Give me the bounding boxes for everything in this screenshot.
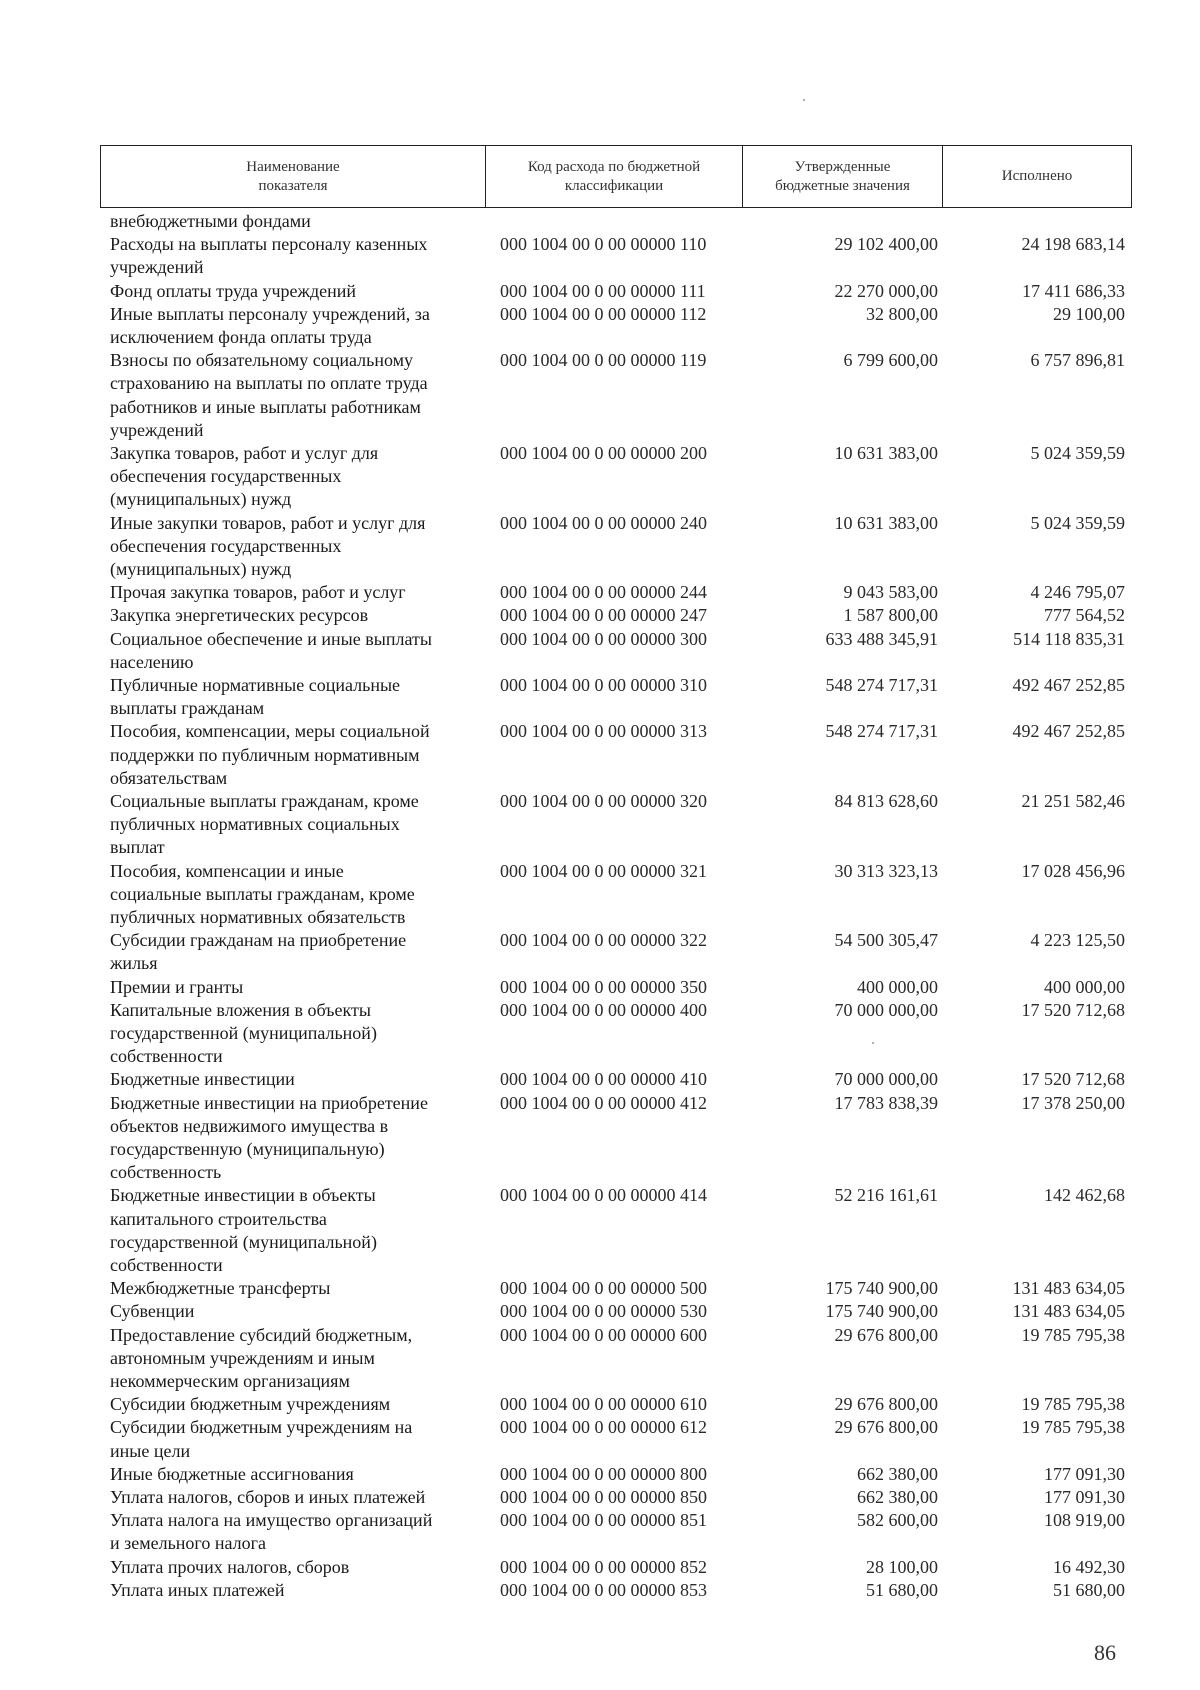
row-executed-value: 177 091,30 [1044, 1463, 1125, 1484]
row-expense-code: 000 1004 00 0 00 00000 414 [500, 1185, 707, 1206]
table-row [0, 1092, 1200, 1185]
table-row [0, 280, 1200, 303]
row-indicator-name: Бюджетные инвестиции на приобретение объектов недвижимого имущества в государственную (муниципальную) собственность [110, 1092, 428, 1183]
row-expense-code: 000 1004 00 0 00 00000 320 [500, 791, 707, 811]
row-approved-value: 22 270 000,00 [834, 280, 938, 301]
row-approved-value: 633 488 345,91 [825, 628, 938, 649]
row-expense-code: 000 1004 00 0 00 00000 244 [500, 582, 707, 603]
row-expense-code: 000 1004 00 0 00 00000 111 [500, 280, 706, 301]
header-expense-code [486, 146, 743, 207]
table-row [0, 929, 1200, 975]
header-executed-text: Исполнено [1001, 168, 1073, 184]
row-executed-value: 51 680,00 [1053, 1579, 1125, 1600]
table-row [0, 1324, 1200, 1394]
row-indicator-name: Пособия, компенсации и иные социальные выплаты гражданам, кроме публичных нормативных обязательств [110, 860, 415, 927]
table-row [0, 999, 1200, 1069]
row-approved-value: 10 631 383,00 [834, 443, 938, 463]
table-row [0, 303, 1200, 349]
row-expense-code: 000 1004 00 0 00 00000 200 [500, 443, 707, 463]
row-approved-value: 175 740 900,00 [825, 1301, 938, 1322]
row-approved-value: 9 043 583,00 [843, 582, 938, 603]
header-indicator-name-text: Наименование показателя [246, 158, 340, 194]
row-executed-value: 131 483 634,05 [1012, 1301, 1125, 1322]
row-executed-value: 131 483 634,05 [1012, 1278, 1125, 1299]
header-approved-values-text: Утвержденные бюджетные значения [775, 158, 910, 194]
row-executed-value: 492 467 252,85 [1012, 675, 1125, 695]
row-expense-code: 000 1004 00 0 00 00000 350 [500, 976, 707, 997]
row-indicator-name: Уплата иных платежей [110, 1579, 285, 1600]
table-row [0, 581, 1200, 604]
row-approved-value: 6 799 600,00 [843, 350, 938, 371]
table-row [0, 1509, 1200, 1555]
row-executed-value: 142 462,68 [1044, 1185, 1125, 1206]
row-approved-value: 29 102 400,00 [834, 234, 938, 255]
row-expense-code: 000 1004 00 0 00 00000 610 [500, 1394, 707, 1415]
row-executed-value: 19 785 795,38 [1021, 1417, 1125, 1438]
row-expense-code: 000 1004 00 0 00 00000 853 [500, 1579, 707, 1600]
row-expense-code: 000 1004 00 0 00 00000 321 [500, 860, 707, 881]
table-row [0, 720, 1200, 790]
row-expense-code: 000 1004 00 0 00 00000 300 [500, 628, 707, 649]
row-approved-value: 175 740 900,00 [825, 1278, 938, 1299]
row-executed-value: 777 564,52 [1044, 605, 1125, 626]
row-approved-value: 17 783 838,39 [834, 1092, 938, 1113]
row-executed-value: 6 757 896,81 [1030, 350, 1125, 371]
row-expense-code: 000 1004 00 0 00 00000 322 [500, 930, 707, 951]
row-indicator-name: Социальное обеспечение и иные выплаты населению [110, 628, 432, 672]
row-indicator-name: Премии и гранты [110, 976, 244, 997]
table-row [0, 628, 1200, 674]
row-expense-code: 000 1004 00 0 00 00000 247 [500, 605, 707, 626]
row-indicator-name: Закупка энергетических ресурсов [110, 605, 369, 626]
table-row [0, 604, 1200, 627]
row-expense-code: 000 1004 00 0 00 00000 310 [500, 675, 707, 695]
table-row [0, 1579, 1200, 1602]
row-approved-value: 662 380,00 [857, 1463, 938, 1484]
row-indicator-name: Уплата налога на имущество организаций и земельного налога [110, 1510, 433, 1554]
table-row [0, 442, 1200, 512]
table-row [0, 860, 1200, 930]
scan-speck [803, 99, 805, 101]
row-indicator-name: Иные выплаты персоналу учреждений, за исключением фонда оплаты труда [110, 303, 430, 347]
row-approved-value: 10 631 383,00 [834, 512, 938, 533]
header-expense-code-text: Код расхода по бюджетной классификации [527, 158, 701, 194]
row-approved-value: 28 100,00 [866, 1556, 938, 1577]
row-indicator-name: Субвенции [110, 1301, 195, 1322]
row-approved-value: 548 274 717,31 [825, 721, 938, 742]
row-approved-value: 54 500 305,47 [834, 930, 938, 951]
row-expense-code: 000 1004 00 0 00 00000 410 [500, 1069, 707, 1090]
table-row [0, 210, 1200, 233]
row-expense-code: 000 1004 00 0 00 00000 110 [500, 234, 707, 255]
table-row [0, 1277, 1200, 1300]
row-executed-value: 19 785 795,38 [1021, 1394, 1125, 1415]
row-indicator-name: внебюджетными фондами [110, 211, 311, 231]
row-indicator-name: Предоставление субсидий бюджетным, автономным учреждениям и иным некоммерческим организациям [110, 1324, 413, 1391]
row-executed-value: 24 198 683,14 [1021, 234, 1125, 255]
row-indicator-name: Бюджетные инвестиции [110, 1069, 295, 1090]
row-indicator-name: Уплата налогов, сборов и иных платежей [110, 1487, 426, 1507]
row-executed-value: 17 520 712,68 [1021, 1069, 1125, 1090]
row-executed-value: 4 246 795,07 [1030, 582, 1125, 603]
row-expense-code: 000 1004 00 0 00 00000 851 [500, 1510, 707, 1531]
row-executed-value: 21 251 582,46 [1021, 791, 1125, 811]
row-approved-value: 30 313 323,13 [834, 860, 938, 881]
table-row [0, 976, 1200, 999]
row-approved-value: 70 000 000,00 [834, 1069, 938, 1090]
row-executed-value: 17 028 456,96 [1021, 860, 1125, 881]
row-approved-value: 400 000,00 [857, 976, 938, 997]
row-approved-value: 84 813 628,60 [834, 791, 938, 811]
row-indicator-name: Иные бюджетные ассигнования [110, 1463, 354, 1484]
header-approved-values [743, 146, 943, 207]
row-indicator-name: Субсидии гражданам на приобретение жилья [110, 930, 407, 974]
row-approved-value: 32 800,00 [866, 303, 938, 324]
row-expense-code: 000 1004 00 0 00 00000 400 [500, 999, 707, 1020]
row-executed-value: 17 411 686,33 [1022, 280, 1125, 301]
row-indicator-name: Межбюджетные трансферты [110, 1278, 331, 1299]
row-executed-value: 17 520 712,68 [1021, 999, 1125, 1020]
row-expense-code: 000 1004 00 0 00 00000 612 [500, 1417, 707, 1438]
row-approved-value: 582 600,00 [857, 1510, 938, 1531]
table-row [0, 1184, 1200, 1277]
scan-speck [872, 1042, 874, 1044]
row-indicator-name: Закупка товаров, работ и услуг для обеспечения государственных (муниципальных) нужд [110, 443, 379, 510]
row-executed-value: 492 467 252,85 [1012, 721, 1125, 742]
row-approved-value: 29 676 800,00 [834, 1324, 938, 1345]
row-expense-code: 000 1004 00 0 00 00000 852 [500, 1556, 707, 1577]
row-expense-code: 000 1004 00 0 00 00000 850 [500, 1487, 707, 1507]
row-indicator-name: Публичные нормативные социальные выплаты гражданам [110, 675, 401, 719]
table-row [0, 1393, 1200, 1416]
header-executed [943, 146, 1131, 207]
row-executed-value: 19 785 795,38 [1021, 1324, 1125, 1345]
row-executed-value: 108 919,00 [1044, 1510, 1125, 1531]
row-approved-value: 52 216 161,61 [834, 1185, 938, 1206]
row-expense-code: 000 1004 00 0 00 00000 112 [500, 303, 707, 324]
row-executed-value: 514 118 835,31 [1013, 628, 1125, 649]
row-indicator-name: Капитальные вложения в объекты государственной (муниципальной) собственности [110, 999, 377, 1067]
row-executed-value: 29 100,00 [1053, 303, 1125, 324]
row-indicator-name: Уплата прочих налогов, сборов [110, 1556, 350, 1577]
row-executed-value: 16 492,30 [1053, 1556, 1125, 1577]
row-approved-value: 29 676 800,00 [834, 1417, 938, 1438]
row-approved-value: 548 274 717,31 [825, 675, 938, 695]
row-executed-value: 5 024 359,59 [1030, 512, 1125, 533]
page-number: 86 [1094, 1640, 1116, 1665]
table-header [100, 145, 1132, 208]
row-indicator-name: Расходы на выплаты персоналу казенных учреждений [110, 234, 428, 278]
row-indicator-name: Пособия, компенсации, меры социальной поддержки по публичным нормативным обязательствам [110, 721, 430, 788]
row-approved-value: 51 680,00 [866, 1579, 938, 1600]
row-indicator-name: Взносы по обязательному социальному страхованию на выплаты по оплате труда работников и иные выплаты работникам учреждений [110, 350, 428, 440]
row-indicator-name: Социальные выплаты гражданам, кроме публичных нормативных социальных выплат [110, 791, 419, 858]
table-row [0, 1416, 1200, 1462]
table-row [0, 1300, 1200, 1323]
table-row [0, 674, 1200, 720]
header-indicator-name [101, 146, 486, 207]
table-row [0, 790, 1200, 860]
table-row [0, 349, 1200, 442]
table-row [0, 1068, 1200, 1091]
row-indicator-name: Иные закупки товаров, работ и услуг для обеспечения государственных (муниципальных) нужд [110, 512, 426, 579]
row-expense-code: 000 1004 00 0 00 00000 800 [500, 1463, 707, 1484]
row-executed-value: 400 000,00 [1044, 976, 1125, 997]
row-indicator-name: Фонд оплаты труда учреждений [110, 280, 356, 301]
row-approved-value: 1 587 800,00 [843, 605, 938, 626]
table-row [0, 233, 1200, 279]
row-expense-code: 000 1004 00 0 00 00000 500 [500, 1278, 707, 1299]
row-indicator-name: Субсидии бюджетным учреждениям [110, 1394, 391, 1415]
row-executed-value: 17 378 250,00 [1021, 1092, 1125, 1113]
row-executed-value: 5 024 359,59 [1030, 443, 1125, 463]
row-approved-value: 662 380,00 [857, 1487, 938, 1507]
row-expense-code: 000 1004 00 0 00 00000 119 [500, 350, 707, 371]
row-indicator-name: Прочая закупка товаров, работ и услуг [110, 582, 406, 603]
row-expense-code: 000 1004 00 0 00 00000 600 [500, 1324, 707, 1345]
row-expense-code: 000 1004 00 0 00 00000 240 [500, 512, 707, 533]
row-expense-code: 000 1004 00 0 00 00000 530 [500, 1301, 707, 1322]
row-approved-value: 29 676 800,00 [834, 1394, 938, 1415]
table-row [0, 512, 1200, 582]
row-indicator-name: Субсидии бюджетным учреждениям на иные цели [110, 1417, 413, 1461]
row-executed-value: 4 223 125,50 [1030, 930, 1125, 951]
row-indicator-name: Бюджетные инвестиции в объекты капитального строительства государственной (муниципальной) собственности [110, 1185, 377, 1275]
row-expense-code: 000 1004 00 0 00 00000 412 [500, 1092, 707, 1113]
row-approved-value: 70 000 000,00 [834, 999, 938, 1020]
row-executed-value: 177 091,30 [1044, 1487, 1125, 1507]
table-row [0, 1556, 1200, 1579]
table-row [0, 1486, 1200, 1509]
row-expense-code: 000 1004 00 0 00 00000 313 [500, 721, 707, 742]
table-row [0, 1463, 1200, 1486]
